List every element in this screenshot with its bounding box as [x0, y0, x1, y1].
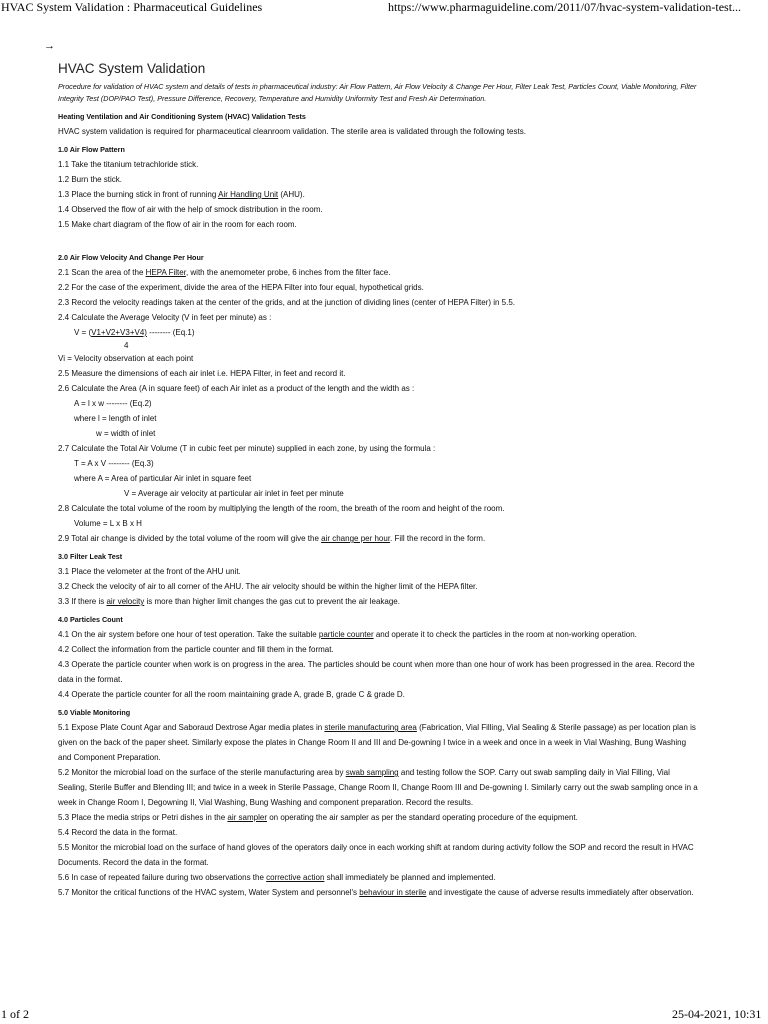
step-5-6: 5.6 In case of repeated failure during two observations the corrective action shall immediately be planned and implemented.	[58, 873, 496, 882]
link-sterile-manufacturing-area[interactable]: sterile manufacturing area	[324, 723, 417, 732]
step-3-3: 3.3 If there is air velocity is more than higher limit changes the gas cut to prevent the air leakage.	[58, 597, 400, 606]
step-4-4: 4.4 Operate the particle counter for all the room maintaining grade A, grade B, grade C & grade D.	[58, 690, 405, 699]
step-3-2: 3.2 Check the velocity of air to all corner of the AHU. The air velocity should be within the higher limit of the HEPA filter.	[58, 582, 478, 591]
step-2-8: 2.8 Calculate the total volume of the room by multiplying the length of the room, the breath of the room and height of the room.	[58, 504, 505, 513]
footer-page-number: 1 of 2	[1, 1007, 29, 1021]
formula-eq3: T = A x V -------- (Eq.3)	[74, 459, 154, 468]
article-content	[58, 60, 698, 900]
section-heading-hvac-tests: Heating Ventilation and Air Conditioning System (HVAC) Validation Tests	[58, 112, 306, 121]
formula-eq2-where-w: w = width of inlet	[96, 429, 156, 438]
link-corrective-action[interactable]: corrective action	[266, 873, 325, 882]
step-2-3: 2.3 Record the velocity readings taken at the center of the grids, and at the junction of dividing lines (center of HEPA Filter) in 5.5.	[58, 298, 515, 307]
step-5-5: 5.5 Monitor the microbial load on the surface of hand gloves of the operators daily once in each working shift at random during activity follow the SOP and record the result in HVAC Documents. Record the data in the format.	[58, 843, 694, 867]
formula-eq2-where-l: where l = length of inlet	[74, 414, 157, 423]
step-2-7: 2.7 Calculate the Total Air Volume (T in cubic feet per minute) supplied in each zone, by using the formula :	[58, 444, 436, 453]
print-header	[0, 0, 768, 16]
header-url: https://www.pharmaguideline.com/2011/07/hvac-system-validation-test...	[388, 0, 742, 14]
formula-eq2: A = l x w -------- (Eq.2)	[74, 399, 152, 408]
step-1-4: 1.4 Observed the flow of air with the help of smock distribution in the room.	[58, 205, 323, 214]
step-4-3: 4.3 Operate the particle counter when work is on progress in the area. The particles should be count when more than one hour of work has been progressed in the area. Record the data in the format.	[58, 660, 695, 684]
footer-timestamp: 25-04-2021, 10:31	[672, 1007, 762, 1021]
step-1-2: 1.2 Burn the stick.	[58, 175, 123, 184]
link-air-handling-unit[interactable]: Air Handling Unit	[218, 190, 279, 199]
section-heading-particles-count: 4.0 Particles Count	[58, 615, 123, 624]
link-air-velocity[interactable]: air velocity	[106, 597, 145, 606]
article-title: HVAC System Validation	[58, 61, 206, 76]
link-air-change-per-hour[interactable]: air change per hour	[321, 534, 391, 543]
formula-eq3-where-a: where A = Area of particular Air inlet in square feet	[74, 474, 252, 483]
formula-eq1-denominator: 4	[124, 341, 129, 350]
formula-eq3-where-v: V = Average air velocity at particular air inlet in feet per minute	[124, 489, 344, 498]
step-2-6: 2.6 Calculate the Area (A in square feet) of each Air inlet as a product of the length and the width as :	[58, 384, 415, 393]
arrow-right-icon[interactable]: →	[44, 40, 55, 52]
step-4-2: 4.2 Collect the information from the particle counter and fill them in the format.	[58, 645, 334, 654]
step-2-2: 2.2 For the case of the experiment, divide the area of the HEPA Filter into four equal, hypothetical grids.	[58, 283, 424, 292]
section-heading-air-flow-velocity: 2.0 Air Flow Velocity And Change Per Hour	[58, 253, 204, 262]
link-behaviour-in-sterile[interactable]: behaviour in sterile	[359, 888, 427, 897]
step-5-2: 5.2 Monitor the microbial load on the surface of the sterile manufacturing area by swab sampling and testing follow the SOP. Carry out swab sampling daily in Vial Filling, Vial Sealing, Sterile Buffer and Blending III; and twice in a week in Sterile Passage, Change Room II, Change Room III and De-gowning I. Similarly carry out the swab sampling once in a week in Change Room I, Degowning II, Vial Washing, Bung Washing and component preparation. Record the results.	[58, 768, 698, 807]
link-particle-counter[interactable]: particle counter	[318, 630, 374, 639]
step-1-5: 1.5 Make chart diagram of the flow of air in the room for each room.	[58, 220, 297, 229]
step-2-9: 2.9 Total air change is divided by the total volume of the room will give the air change per hour. Fill the record in the form.	[58, 534, 486, 543]
step-5-1: 5.1 Expose Plate Count Agar and Saboraud Dextrose Agar media plates in sterile manufacturing area (Fabrication, Vial Filling, Vial Sealing & Sterile passage) as per location plan is given on the back of the paper sheet. Similarly expose the plates in Change Room II and III and De-gowning I twice in a week and once in a week in Vial Washing, Bung Washing and Component Preparation.	[58, 723, 696, 762]
step-3-1: 3.1 Place the velometer at the front of the AHU unit.	[58, 567, 241, 576]
section-heading-air-flow-pattern: 1.0 Air Flow Pattern	[58, 145, 125, 154]
link-air-sampler[interactable]: air sampler	[227, 813, 267, 822]
velocity-definition: Vi = Velocity observation at each point	[58, 354, 194, 363]
link-swab-sampling[interactable]: swab sampling	[345, 768, 399, 777]
section-heading-filter-leak-test: 3.0 Filter Leak Test	[58, 552, 123, 561]
formula-volume: Volume = L x B x H	[74, 519, 142, 528]
step-2-4: 2.4 Calculate the Average Velocity (V in feet per minute) as :	[58, 313, 272, 322]
step-2-5: 2.5 Measure the dimensions of each air inlet i.e. HEPA Filter, in feet and record it.	[58, 369, 346, 378]
print-footer	[0, 1007, 768, 1023]
step-4-1: 4.1 On the air system before one hour of test operation. Take the suitable particle counter and operate it to check the particles in the room at non-working operation.	[58, 630, 637, 639]
formula-eq1: V = (V1+V2+V3+V4) -------- (Eq.1)	[74, 328, 195, 337]
step-5-4: 5.4 Record the data in the format.	[58, 828, 178, 837]
section-heading-viable-monitoring: 5.0 Viable Monitoring	[58, 708, 131, 717]
step-2-1: 2.1 Scan the area of the HEPA Filter, with the anemometer probe, 6 inches from the filter face.	[58, 268, 391, 277]
step-1-1: 1.1 Take the titanium tetrachloride stick.	[58, 160, 199, 169]
header-page-title: HVAC System Validation : Pharmaceutical Guidelines	[1, 0, 263, 14]
section-text: HVAC system validation is required for pharmaceutical cleanroom validation. The sterile area is validated through the following tests.	[58, 127, 526, 136]
step-5-3: 5.3 Place the media strips or Petri dishes in the air sampler on operating the air sampler as per the standard operating procedure of the equipment.	[58, 813, 578, 822]
link-hepa-filter[interactable]: HEPA Filter	[145, 268, 186, 277]
article-intro: Procedure for validation of HVAC system and details of tests in pharmaceutical industry: Air Flow Pattern, Air Flow Velocity & Change Per Hour, Filter Leak Test, Particles Count, Viable Monitoring, Filter Integrity Test (DOP/PAO Test), Pressure Difference, Recovery, Temperature and Humidity Uniformity Test and Fresh Air Determination.	[58, 82, 697, 103]
step-5-7: 5.7 Monitor the critical functions of the HVAC system, Water System and personnel's behaviour in sterile and investigate the cause of adverse results immediately after observation.	[58, 888, 694, 897]
step-1-3: 1.3 Place the burning stick in front of running Air Handling Unit (AHU).	[58, 190, 305, 199]
